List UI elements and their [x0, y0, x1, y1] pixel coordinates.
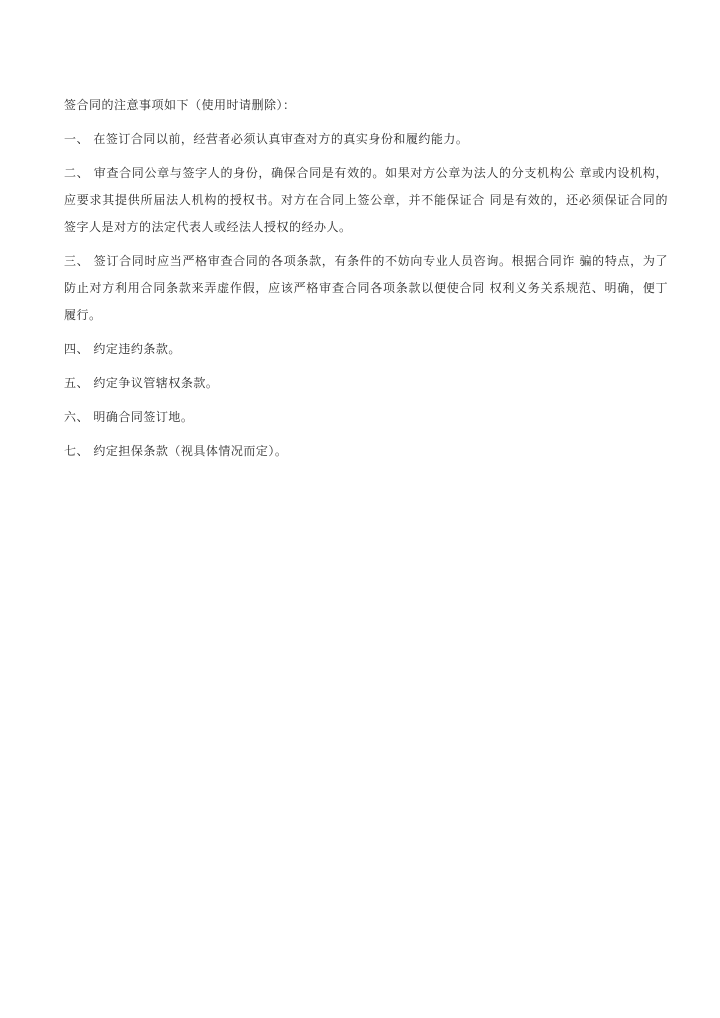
list-item-6: 六、 明确合同签订地。 [64, 410, 194, 424]
document-body [64, 92, 668, 465]
list-item-2: 二、 审查合同公章与签字人的身份，确保合同是有效的。如果对方公章为法人的分支机构公 章或内设机构，应要求其提供所届法人机构的授权书。对方在合同上签公章，并不能保证合 同是有效的，还必须保证合同的签字人是对方的法定代表人或经法人授权的经办人。 [64, 166, 668, 234]
list-item-5: 五、 约定争议管辖权条款。 [64, 376, 219, 390]
list-item-3: 三、 签订合同时应当严格审查合同的各项条款，有条件的不妨向专业人员咨询。根据合同诈 骗的特点，为了防止对方利用合同条款来弄虚作假，应该严格审查合同各项条款以便使合同 权利义务关系规范、明确，便丁履行。 [64, 254, 668, 322]
document-heading: 签合同的注意事项如下（使用时请删除）： [64, 98, 296, 112]
list-item-1: 一、 在签订合同以前，经营者必须认真审查对方的真实身份和履约能力。 [64, 132, 469, 146]
list-item-4: 四、 约定违约条款。 [64, 342, 181, 356]
list-item-7: 七、 约定担保条款（视具体情况而定）。 [64, 444, 288, 458]
